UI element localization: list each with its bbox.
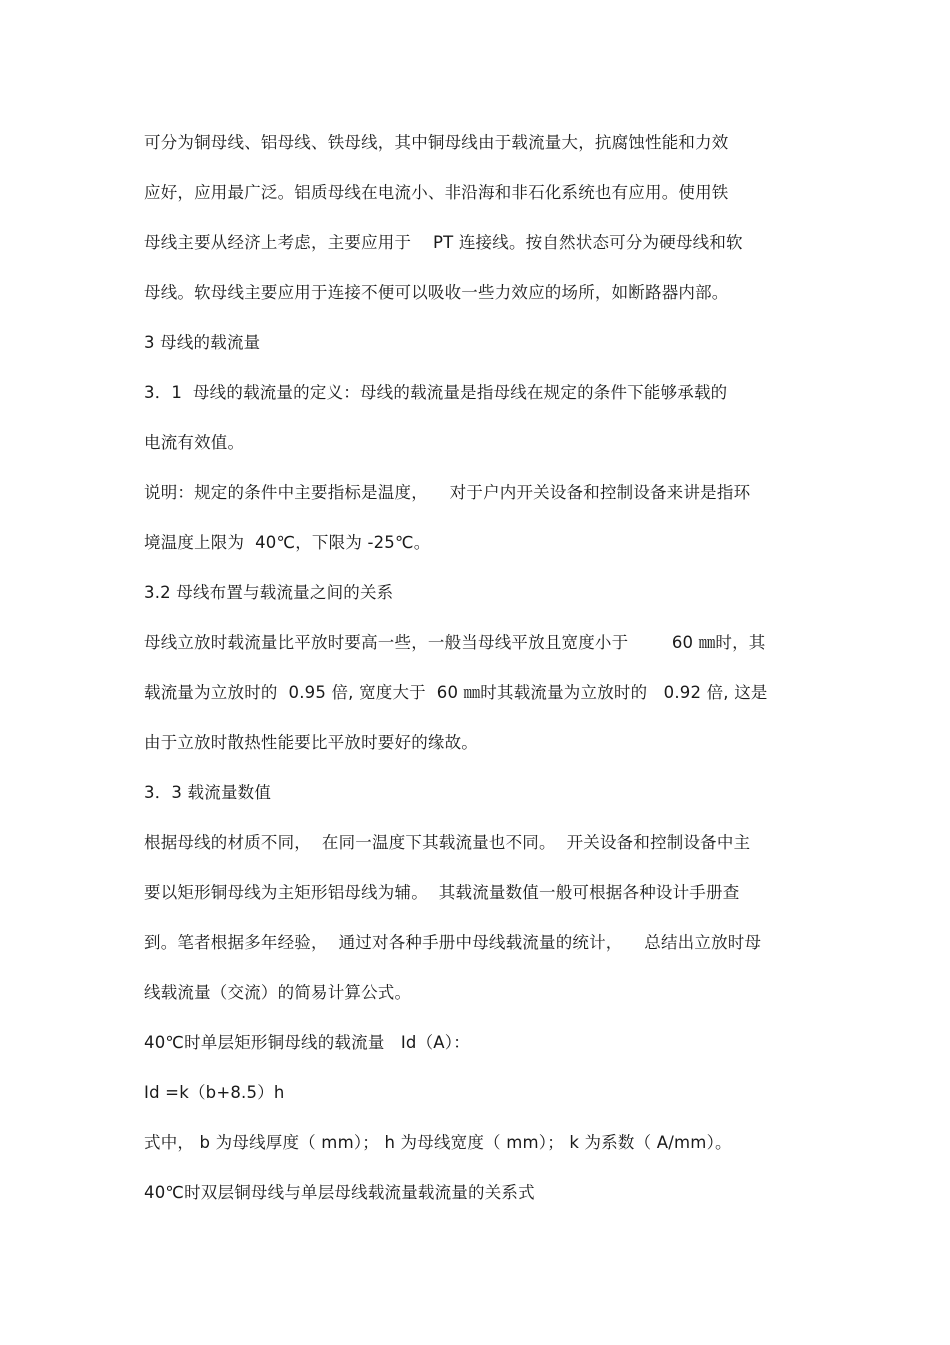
paragraph-line: 式中， b 为母线厚度（ mm）； h 为母线宽度（ mm）； k 为系数（ A/mm）。 xyxy=(144,1133,732,1152)
paragraph-line: 可分为铜母线、铝母线、铁母线，其中铜母线由于载流量大，抗腐蚀性能和力效 xyxy=(144,133,729,152)
paragraph-line: 40℃时单层矩形铜母线的载流量 Id（A）： xyxy=(144,1033,470,1052)
paragraph-line: 母线主要从经济上考虑，主要应用于 PT 连接线。按自然状态可分为硬母线和软 xyxy=(144,233,743,252)
formula-line: Id =k（b+8.5）h xyxy=(144,1083,285,1102)
paragraph-line: 40℃时双层铜母线与单层母线载流量载流量的关系式 xyxy=(144,1183,535,1202)
paragraph-line: 要以矩形铜母线为主矩形铝母线为辅。 其载流量数值一般可根据各种设计手册查 xyxy=(144,883,740,902)
paragraph-line: 载流量为立放时的 0.95 倍, 宽度大于 60 ㎜时其载流量为立放时的 0.92 倍, 这是 xyxy=(144,683,768,702)
paragraph-line: 线载流量（交流）的简易计算公式。 xyxy=(144,983,412,1002)
paragraph-line: 应好，应用最广泛。铝质母线在电流小、非沿海和非石化系统也有应用。使用铁 xyxy=(144,183,729,202)
subsection-heading: 3．1 母线的载流量的定义：母线的载流量是指母线在规定的条件下能够承载的 xyxy=(144,383,728,402)
paragraph-line: 电流有效值。 xyxy=(144,433,245,452)
paragraph-line: 根据母线的材质不同， 在同一温度下其载流量也不同。 开关设备和控制设备中主 xyxy=(144,833,751,852)
paragraph-line: 境温度上限为 40℃，下限为 -25℃。 xyxy=(144,533,431,552)
subsection-heading: 3.2 母线布置与载流量之间的关系 xyxy=(144,583,394,602)
subsection-heading: 3．3 载流量数值 xyxy=(144,783,272,802)
paragraph-line: 由于立放时散热性能要比平放时要好的缘故。 xyxy=(144,733,478,752)
paragraph-line: 说明：规定的条件中主要指标是温度， 对于户内开关设备和控制设备来讲是指环 xyxy=(144,483,751,502)
paragraph-line: 母线。软母线主要应用于连接不便可以吸收一些力效应的场所，如断路器内部。 xyxy=(144,283,729,302)
paragraph-line: 母线立放时载流量比平放时要高一些，一般当母线平放且宽度小于 60 ㎜时，其 xyxy=(144,633,766,652)
paragraph-line: 到。笔者根据多年经验， 通过对各种手册中母线载流量的统计， 总结出立放时母 xyxy=(144,933,762,952)
section-heading: 3 母线的载流量 xyxy=(144,333,261,352)
